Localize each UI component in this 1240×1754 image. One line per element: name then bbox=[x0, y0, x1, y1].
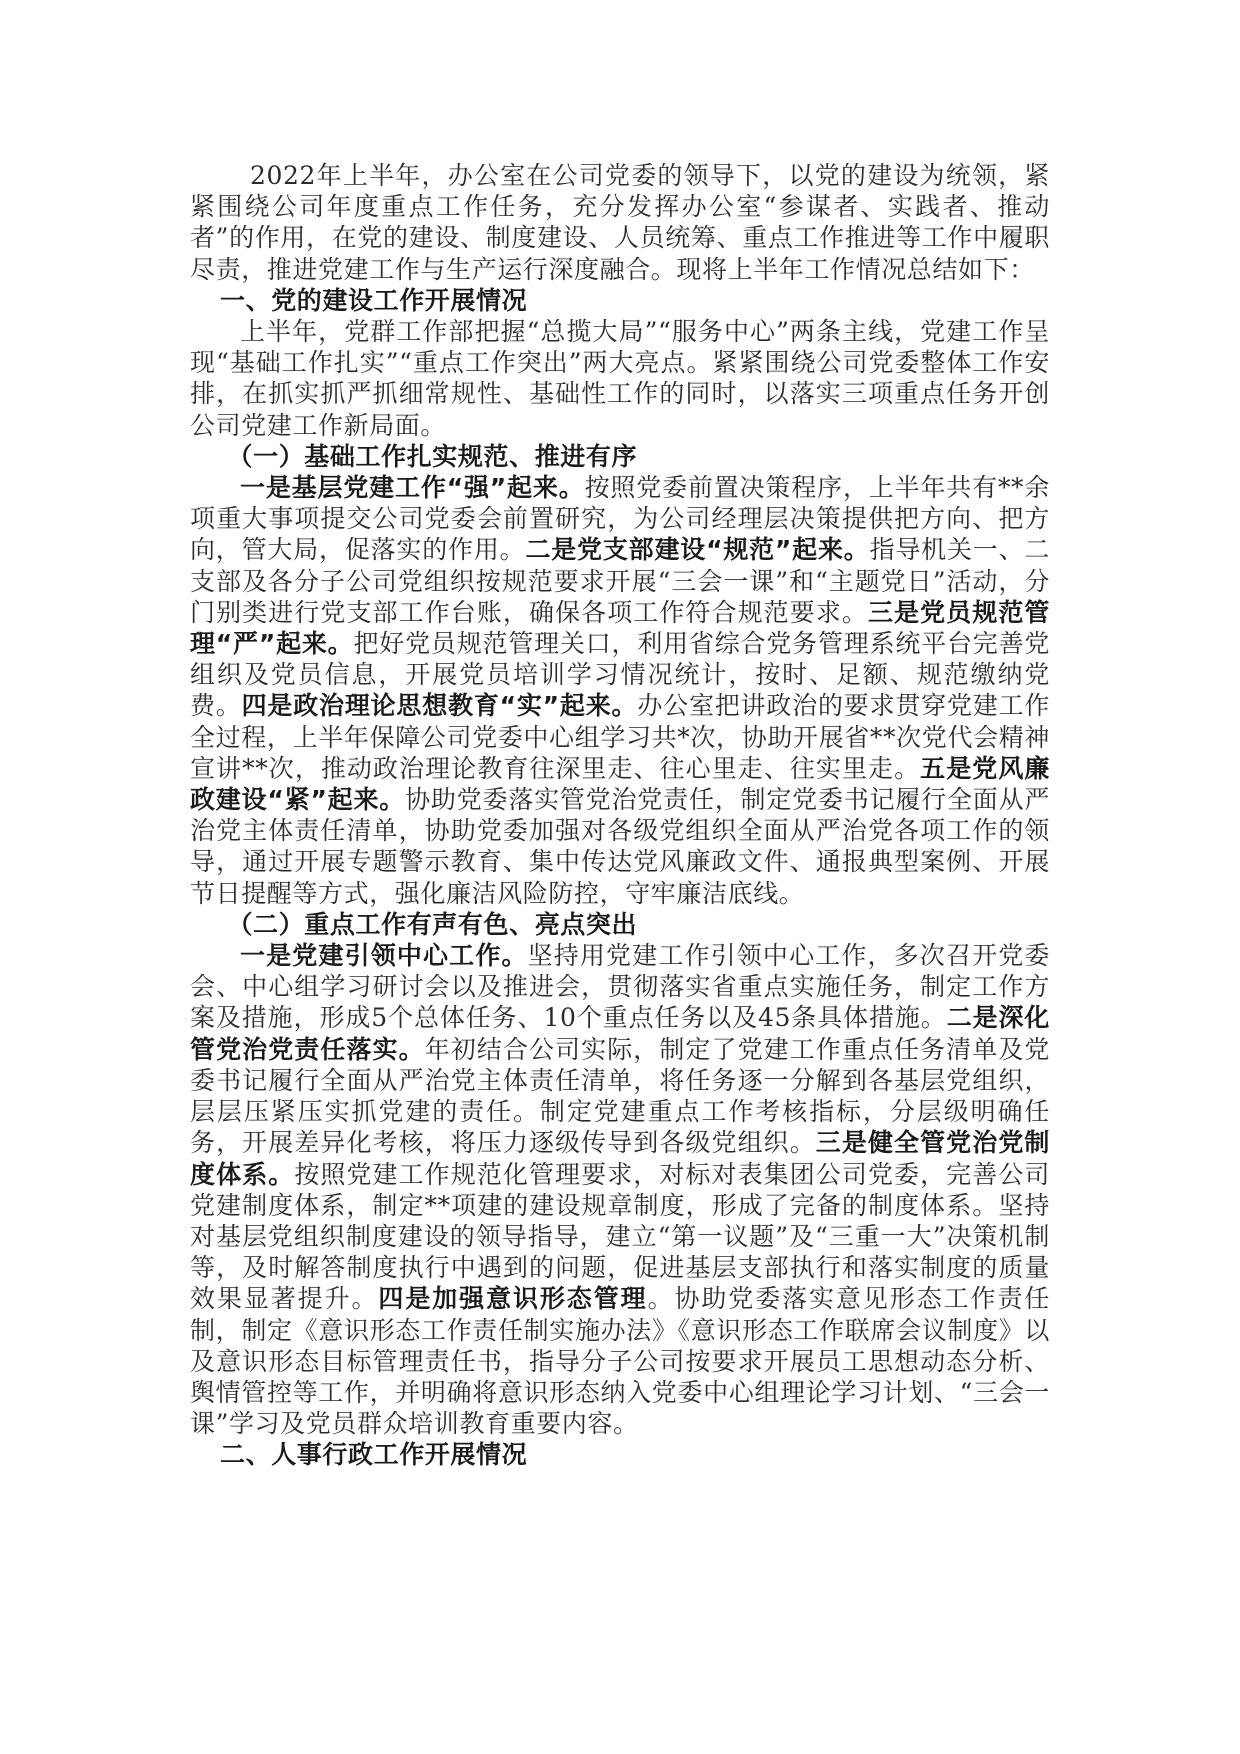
document-page bbox=[190, 160, 1050, 1471]
item-lead: 二是深化管党治党责任落实。 bbox=[190, 1003, 1050, 1064]
item-text: 指导机关一、二支部及各分子公司党组织按规范要求开展“三会一课”和“主题党日”活动，分门别类进行党支部工作台账，确保各项工作符合规范要求。 bbox=[190, 535, 1051, 627]
item-lead: 一是基层党建工作“强”起来。 bbox=[240, 473, 585, 503]
item-text: 协助党委落实管党治党责任，制定党委书记履行全面从严治党主体责任清单，协助党委加强对各级党组织全面从严治党各项工作的领导，通过开展专题警示教育、集中传达党风廉政文件、通报典型案例、开展节日提醒等方式，强化廉洁风险防控，守牢廉洁底线。 bbox=[190, 785, 1050, 908]
sub1-paragraph bbox=[190, 472, 1050, 909]
item-text: 年初结合公司实际，制定了党建工作重点任务清单及党委书记履行全面从严治党主体责任清单，将任务逐一分解到各基层党组织，层层压紧压实抓党建的责任。制定党建重点工作考核指标，分层级明确任务，开展差异化考核，将压力逐级传导到各级党组织。 bbox=[190, 1034, 1051, 1158]
item-text: 办公室把讲政治的要求贯穿党建工作全过程，上半年保障公司党委中心组学习共*次，协助开展省**次党代会精神宣讲**次，推动政治理论教育往深里走、往心里走、往实里走。 bbox=[190, 691, 1050, 783]
item-lead: 三是健全管党治党制度体系。 bbox=[190, 1128, 1050, 1189]
section1-heading: 一、党的建设工作开展情况 bbox=[220, 285, 528, 315]
item-text: 按照党建工作规范化管理要求，对标对表集团公司党委，完善公司党建制度体系，制定**项建的建设规章制度，形成了完备的制度体系。坚持对基层党组织制度建设的领导指导，建立“第一议题”及“三重一大”决策机制等，及时解答制度执行中遇到的问题，促进基层支部执行和落实制度的质量效果显著提升。 bbox=[190, 1159, 1051, 1314]
item-text: 把好党员规范管理关口，利用省综合党务管理系统平台完善党组织及党员信息，开展党员培训学习情况统计，按时、足额、规范缴纳党费。 bbox=[190, 629, 1051, 721]
sub2-paragraph bbox=[190, 940, 1050, 1439]
item-text: 坚持用党建工作引领中心工作，多次召开党委会、中心组学习研讨会以及推进会，贯彻落实省重点实施任务，制定工作方案及措施，形成5个总体任务、10个重点任务以及45条具体措施。 bbox=[190, 941, 1050, 1033]
item-text: 按照党委前置决策程序，上半年共有**余项重大事项提交公司党委会前置研究，为公司经理层决策提供把方向、把方向，管大局，促落实的作用。 bbox=[190, 473, 1050, 565]
sub2-heading: （二）重点工作有声有色、亮点突出 bbox=[227, 909, 638, 939]
item-lead: 五是党风廉政建设“紧”起来。 bbox=[190, 753, 1050, 815]
item-lead: 四是政治理论思想教育“实”起来。 bbox=[241, 691, 638, 721]
intro-paragraph: 2022年上半年，办公室在公司党委的领导下，以党的建设为统领，紧紧围绕公司年度重点工作任务，充分发挥办公室“参谋者、实践者、推动者”的作用，在党的建设、制度建设、人员统筹、重点工作推进等工作中履职尽责，推进党建工作与生产运行深度融合。现将上半年工作情况总结如下： bbox=[190, 161, 1050, 284]
item-lead: 一是党建引领中心工作。 bbox=[240, 941, 528, 971]
item-lead: 三是党员规范管理“严”起来。 bbox=[190, 597, 1051, 659]
section1-overview: 上半年，党群工作部把握“总揽大局”“服务中心”两条主线，党建工作呈现“基础工作扎实”“重点工作突出”两大亮点。紧紧围绕公司党委整体工作安排，在抓实抓严抓细常规性、基础性工作的同时，以落实三项重点任务开创公司党建工作新局面。 bbox=[190, 317, 1050, 440]
item-lead: 二是党支部建设“规范”起来。 bbox=[525, 535, 870, 565]
item-text: 。协助党委落实意见形态工作责任制，制定《意识形态工作责任制实施办法》《意识形态工作联席会议制度》以及意识形态目标管理责任书，指导分子公司按要求开展员工思想动态分析、舆情管控等工作，并明确将意识形态纳入党委中心组理论学习计划、“三会一课”学习及党员群众培训教育重要内容。 bbox=[190, 1284, 1050, 1439]
sub1-heading: （一）基础工作扎实规范、推进有序 bbox=[227, 441, 638, 471]
item-lead: 四是加强意识形态管理 bbox=[378, 1284, 648, 1314]
section2-heading: 二、人事行政工作开展情况 bbox=[220, 1440, 528, 1470]
